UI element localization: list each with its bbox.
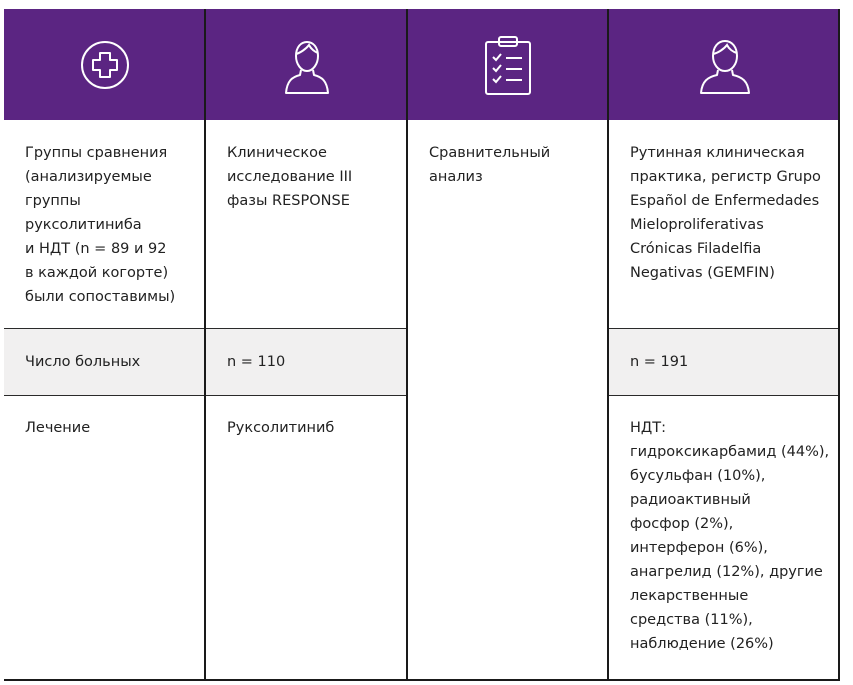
medical-cross-icon (79, 39, 131, 91)
header-cell-2 (206, 9, 407, 120)
cell-treatment-gemfin: НДТ: гидроксикарбамид (44%), бусульфан (10%), радиоактивный фосфор (2%), интерферон (6%), анагрелид (12%), другие лекарственные средства (11%), наблюдение (26%) (630, 420, 830, 652)
cell-response-trial: Клиническое исследование III фазы RESPONSE (227, 145, 353, 209)
header-cell-1 (4, 9, 205, 120)
column-divider (838, 9, 840, 681)
comparison-table (4, 9, 840, 681)
row-divider (609, 328, 840, 329)
cell-comparative-analysis: Сравнительный анализ (429, 145, 551, 185)
header-cell-4 (609, 9, 840, 120)
person-icon (281, 34, 333, 96)
cell-patients-label: Число больных (25, 354, 141, 370)
cell-patients-response: n = 110 (227, 354, 286, 370)
header-cell-3 (408, 9, 608, 120)
cell-comparison-groups: Группы сравнения (анализируемые группы руксолитиниба и НДТ (n = 89 и 92 в каждой когорте) были сопоставимы) (25, 145, 176, 305)
cell-patients-gemfin: n = 191 (630, 354, 689, 370)
column-divider (406, 9, 408, 681)
column-divider (204, 9, 206, 681)
cell-treatment-label: Лечение (25, 420, 91, 436)
cell-treatment-response: Руксолитиниб (227, 420, 335, 436)
person-icon (695, 34, 755, 96)
cell-gemfin-registry: Рутинная клиническая практика, регистр Grupo Español de Enfermedades Mieloproliferativas Crónicas Filadelfia Negativas (GEMFIN) (630, 145, 821, 281)
clipboard-checklist-icon (482, 34, 534, 96)
row-divider (609, 395, 840, 396)
table-bottom-border (4, 679, 840, 681)
